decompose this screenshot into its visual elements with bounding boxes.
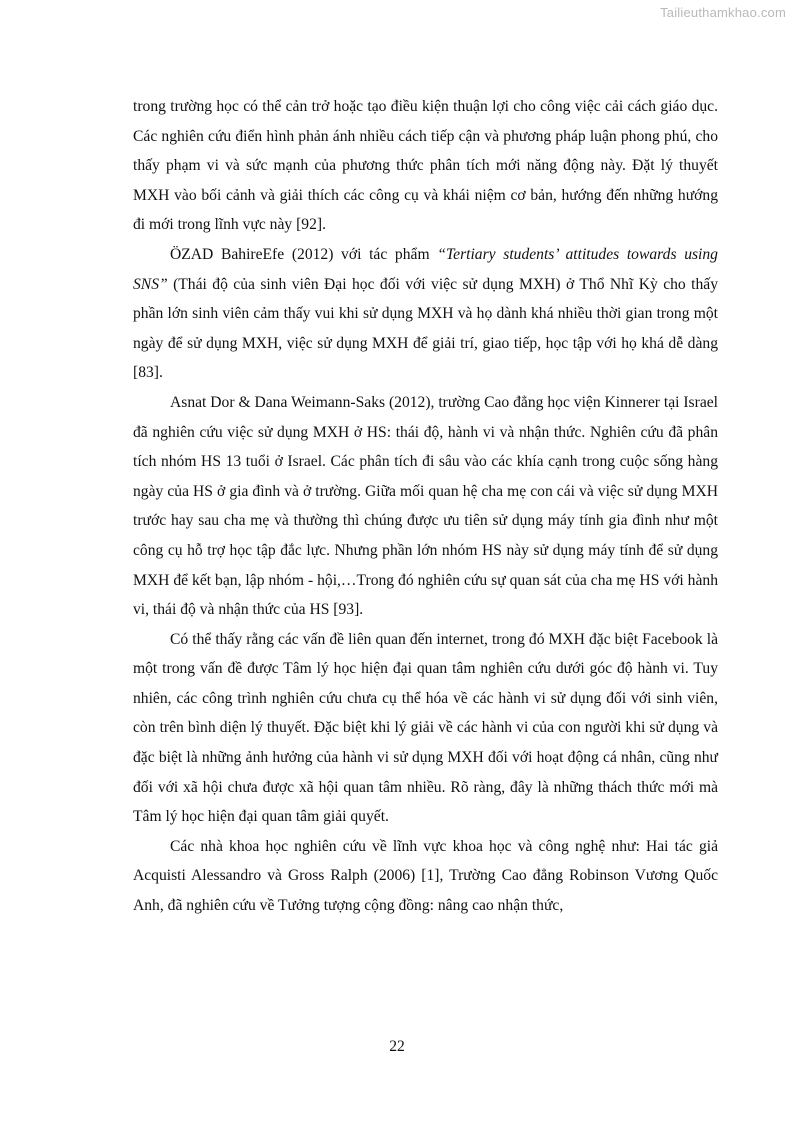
paragraph-3: Asnat Dor & Dana Weimann-Saks (2012), trường Cao đẳng học viện Kinnerer tại Israel đã nghiên cứu việc sử dụng MXH ở HS: thái độ, hành vi và nhận thức. Nghiên cứu đã phân tích nhóm HS 13 tuổi ở Israel. Các phân tích đi sâu vào các khía cạnh trong cuộc sống hàng ngày của HS ở gia đình và ở trường. Giữa mối quan hệ cha mẹ con cái và việc sử dụng MXH trước hay sau cha mẹ và thường thì chúng được ưu tiên sử dụng máy tính gia đình như một công cụ hỗ trợ học tập đắc lực. Nhưng phần lớn nhóm HS này sử dụng máy tính để sử dụng MXH để kết bạn, lập nhóm - hội,…Trong đó nghiên cứu sự quan sát của cha mẹ HS với hành vi, thái độ và nhận thức của HS [93]. [133,393,718,619]
document-body [133,92,718,921]
paragraph-5: Các nhà khoa học nghiên cứu về lĩnh vực khoa học và công nghệ như: Hai tác giả Acquisti Alessandro và Gross Ralph (2006) [1], Trường Cao đẳng Robinson Vương Quốc Anh, đã nghiên cứu về Tưởng tượng cộng đồng: nâng cao nhận thức, [133,837,718,915]
paragraph-4: Có thể thấy rằng các vấn đề liên quan đến internet, trong đó MXH đặc biệt Facebook là một trong vấn đề được Tâm lý học hiện đại quan tâm nghiên cứu dưới góc độ hành vi. Tuy nhiên, các công trình nghiên cứu chưa cụ thể hóa về các hành vi sử dụng đối với sinh viên, còn trên bình diện lý thuyết. Đặc biệt khi lý giải về các hành vi của con người khi sử dụng và đặc biệt là những ảnh hưởng của hành vi sử dụng MXH đối với hoạt động cá nhân, cũng như đối với xã hội chưa được xã hội quan tâm nhiều. Rõ ràng, đây là những thách thức mới mà Tâm lý học hiện đại quan tâm giải quyết. [133,630,718,826]
page-number: 22 [389,1038,405,1055]
paragraph-2 [133,240,718,388]
paragraph-1: trong trường học có thể cản trở hoặc tạo điều kiện thuận lợi cho công việc cải cách giáo dục. Các nghiên cứu điển hình phản ánh nhiều cách tiếp cận và phương pháp luận phong phú, cho thấy phạm vi và sức mạnh của phương thức phân tích mới năng động này. Đặt lý thuyết MXH vào bối cảnh và giải thích các công cụ và khái niệm cơ bản, hướng đến những hướng đi mới trong lĩnh vực này [92]. [133,98,718,234]
watermark-text: Tailieuthamkhao.com [660,5,786,20]
paragraph-2-lead: ÖZAD BahireEfe (2012) với tác phẩm [170,245,438,263]
paragraph-2-rest: (Thái độ của sinh viên Đại học đối với việc sử dụng MXH) ở Thổ Nhĩ Kỳ cho thấy phần lớn sinh viên cảm thấy vui khi sử dụng MXH và họ dành khá nhiều thời gian trong một ngày để sử dụng MXH, việc sử dụng MXH để giải trí, giao tiếp, học tập với họ khá dễ dàng [83]. [133,275,718,382]
paragraph-2-title-italic: “Tertiary students’ attitudes towards using SNS” [133,245,718,293]
